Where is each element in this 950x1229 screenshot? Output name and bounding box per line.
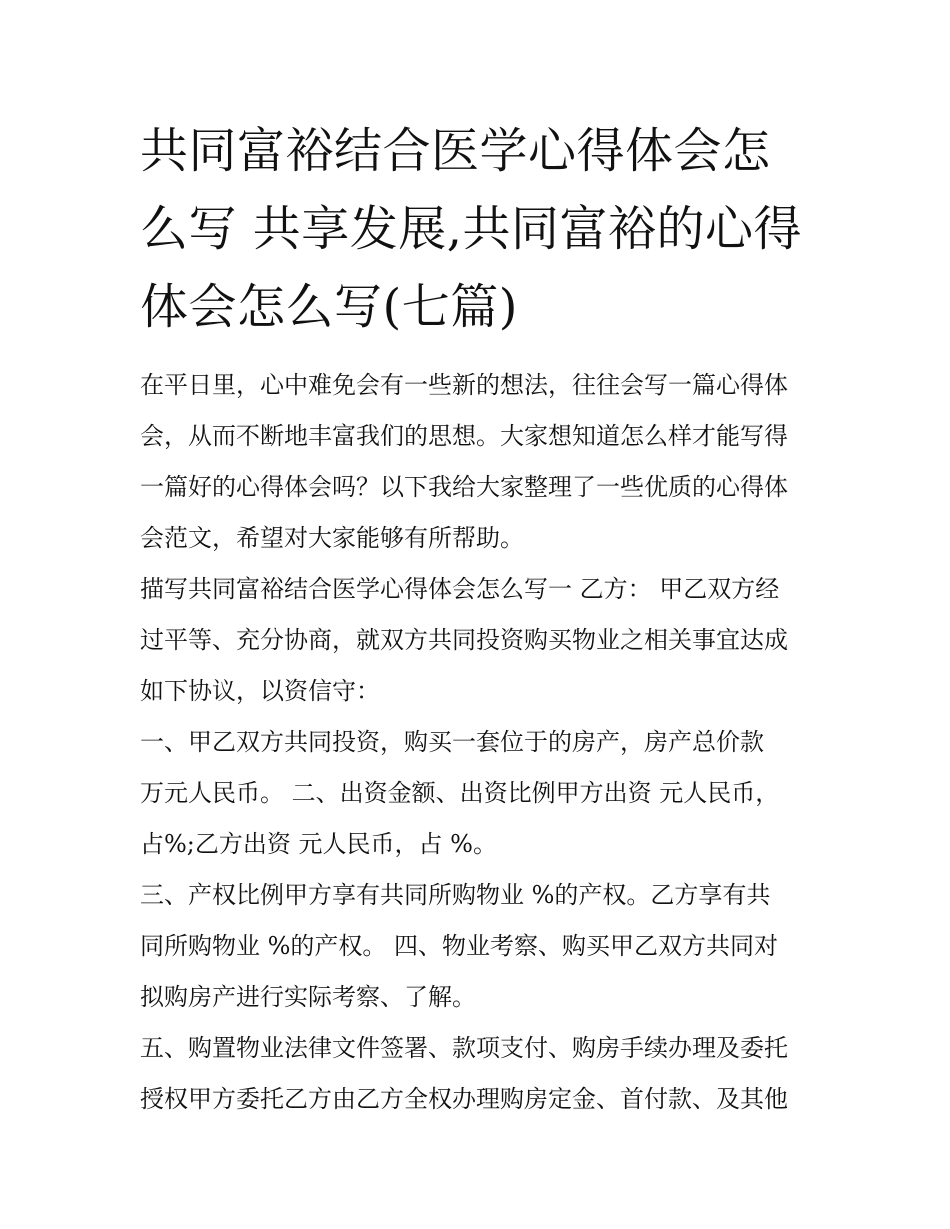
document-body — [140, 360, 830, 1125]
title-line: 体会怎么写(七篇) — [140, 279, 518, 335]
text-line: 描写共同富裕结合医学心得体会怎么写一 乙方： 甲乙双方经 — [140, 575, 780, 603]
clause-documents-paragraph — [140, 1023, 830, 1125]
text-line: 会范文，希望对大家能够有所帮助。 — [140, 524, 524, 552]
clause-ownership-paragraph — [140, 870, 830, 1023]
title-line: 共同富裕结合医学心得体会怎 — [140, 123, 771, 179]
agreement-intro-paragraph — [140, 564, 830, 717]
text-line: 三、产权比例甲方享有共同所购物业 %的产权。乙方享有共 — [140, 881, 771, 909]
text-line: 拟购房产进行实际考察、了解。 — [140, 983, 476, 1011]
text-line: 过平等、充分协商，就双方共同投资购买物业之相关事宜达成 — [140, 626, 788, 654]
text-line: 同所购物业 %的产权。 四、物业考察、购买甲乙双方共同对 — [140, 932, 779, 960]
text-line: 万元人民币。 二、出资金额、出资比例甲方出资 元人民币， — [140, 779, 780, 807]
text-line: 在平日里，心中难免会有一些新的想法，往往会写一篇心得体 — [140, 371, 788, 399]
text-line: 会，从而不断地丰富我们的思想。大家想知道怎么样才能写得 — [140, 422, 788, 450]
text-line: 一、甲乙双方共同投资，购买一套位于的房产，房产总价款 — [140, 728, 764, 756]
text-line: 授权甲方委托乙方由乙方全权办理购房定金、首付款、及其他 — [140, 1085, 788, 1113]
clause-investment-paragraph — [140, 717, 830, 870]
text-line: 一篇好的心得体会吗？以下我给大家整理了一些优质的心得体 — [140, 473, 788, 501]
document-title — [140, 112, 830, 346]
text-line: 五、购置物业法律文件签署、款项支付、购房手续办理及委托 — [140, 1034, 788, 1062]
title-line: 么写 共享发展,共同富裕的心得 — [140, 201, 803, 257]
intro-paragraph — [140, 360, 830, 564]
document-content — [140, 112, 830, 1125]
text-line: 如下协议，以资信守： — [140, 677, 380, 705]
text-line: 占%;乙方出资 元人民币，占 %。 — [140, 830, 497, 858]
